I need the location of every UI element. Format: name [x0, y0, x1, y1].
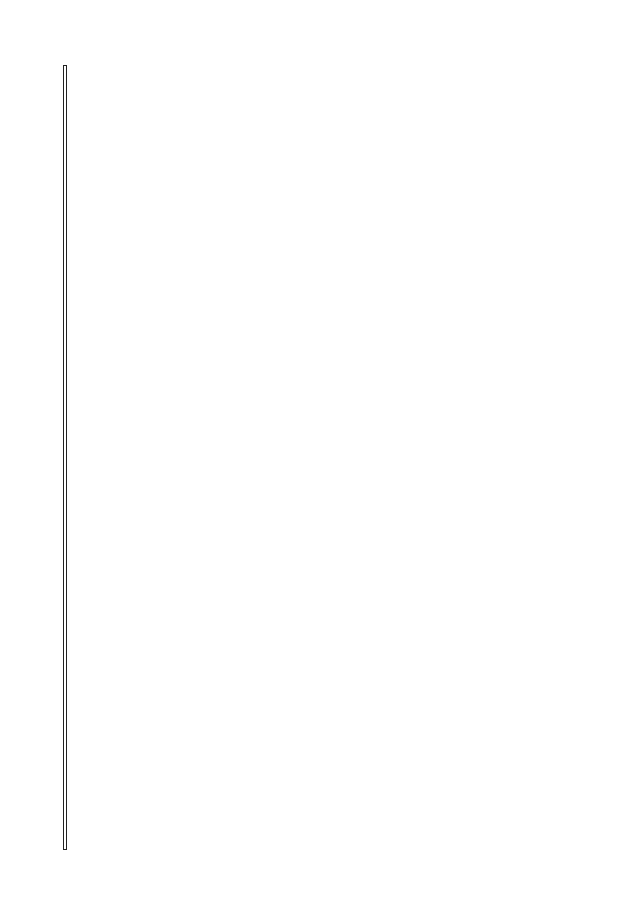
program-table	[63, 65, 67, 850]
section-title	[64, 66, 67, 850]
rotated-table-container	[63, 65, 493, 850]
section-row	[64, 66, 67, 850]
